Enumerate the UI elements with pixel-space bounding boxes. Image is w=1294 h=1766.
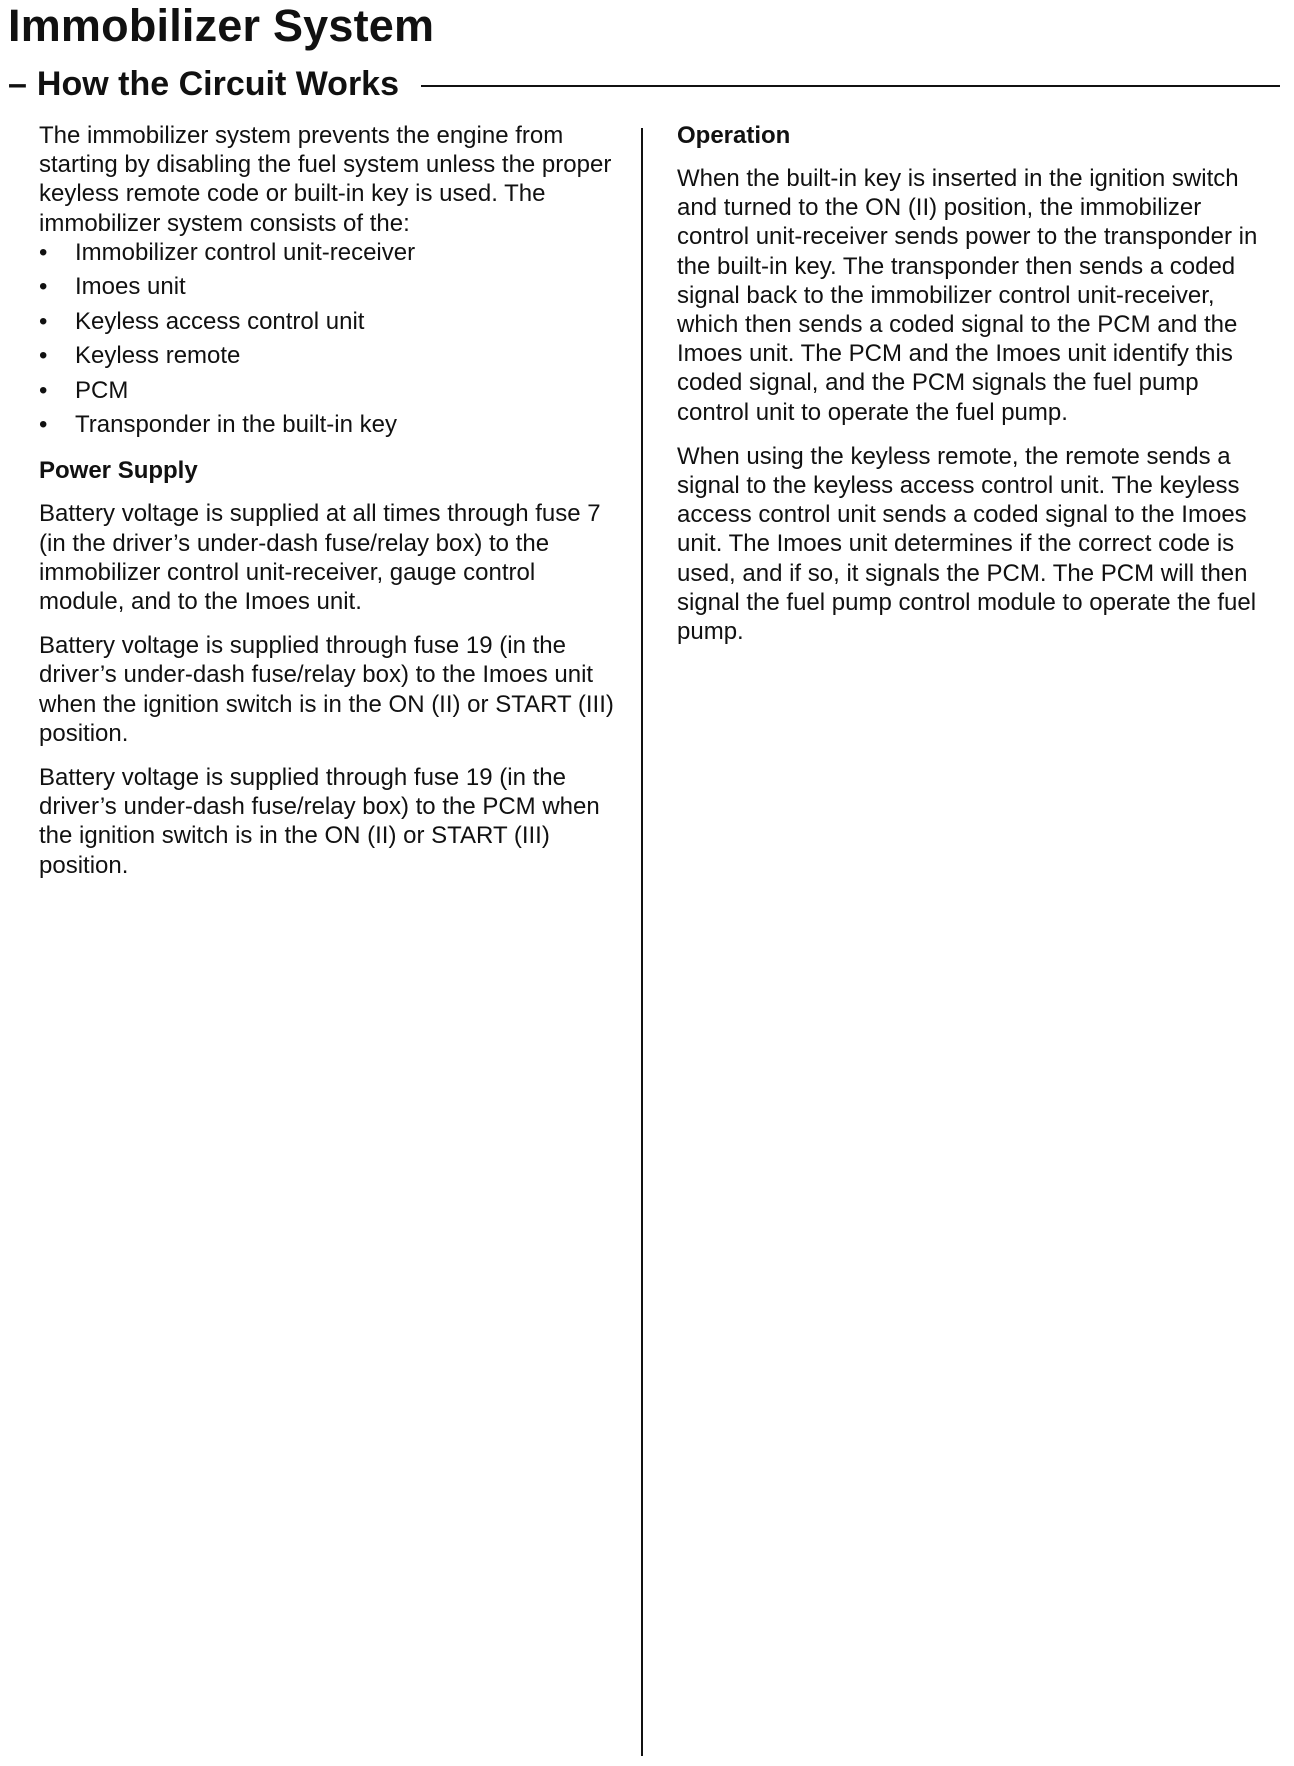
list-item — [39, 272, 619, 301]
intro-paragraph: The immobilizer system prevents the engine from starting by disabling the fuel system unless the proper keyless remote code or built-in key is used. The immobilizer system consists of the: — [39, 122, 612, 237]
power-supply-paragraph: Battery voltage is supplied through fuse 19 (in the driver’s under-dash fuse/relay box) to the Imoes unit when the ignition switch is in the ON (II) or START (III) position. — [39, 632, 614, 747]
power-supply-paragraph: Battery voltage is supplied through fuse 19 (in the driver’s under-dash fuse/relay box) to the PCM when the ignition switch is in the ON (II) or START (III) position. — [39, 763, 600, 879]
section-rule — [421, 85, 1280, 87]
component-list — [39, 238, 619, 440]
list-item-text: Keyless remote — [75, 342, 241, 370]
left-column — [39, 121, 619, 880]
operation-paragraph: When using the keyless remote, the remote sends a signal to the keyless access control unit. The keyless access control unit sends a coded signal to the Imoes unit. The Imoes unit determines if the correct code is used, and if so, it signals the PCM. The PCM will then signal the fuel pump control module to operate the fuel pump. — [677, 442, 1257, 646]
bullet-icon: • — [39, 238, 48, 266]
power-supply-heading: Power Supply — [39, 457, 198, 485]
section-header — [8, 62, 1280, 106]
power-supply-paragraph: Battery voltage is supplied at all times through fuse 7 (in the driver’s under-dash fuse/relay box) to the immobilizer control unit-receiver, gauge control module, and to the Imoes unit. — [39, 500, 601, 615]
list-item-text: Transponder in the built-in key — [75, 411, 397, 439]
operation-heading: Operation — [677, 122, 791, 149]
list-item — [39, 410, 619, 439]
list-item-text: Immobilizer control unit-receiver — [75, 238, 416, 266]
list-item-text: PCM — [75, 376, 129, 404]
bullet-icon: • — [39, 376, 48, 404]
operation-paragraph: When the built-in key is inserted in the ignition switch and turned to the ON (II) position, the immobilizer control unit-receiver sends power to the transponder in the built-in key. The transponder then sends a coded signal back to the immobilizer control unit-receiver, which then sends a coded signal to the PCM and the Imoes unit. The PCM and the Imoes unit identify this coded signal, and the PCM signals the fuel pump control unit to operate the fuel pump. — [677, 165, 1258, 426]
bullet-icon: • — [39, 342, 48, 370]
column-divider — [641, 128, 643, 1756]
list-item-text: Keyless access control unit — [75, 307, 365, 335]
right-column — [677, 121, 1267, 646]
list-item-text: Imoes unit — [75, 273, 186, 301]
list-item — [39, 376, 619, 405]
bullet-icon: • — [39, 307, 48, 335]
page-title: Immobilizer System — [8, 0, 435, 51]
list-item — [39, 341, 619, 370]
bullet-icon: • — [39, 273, 48, 301]
list-item — [39, 307, 619, 336]
section-title: How the Circuit Works — [36, 65, 400, 103]
section-dash: – — [8, 65, 27, 103]
list-item — [39, 238, 619, 267]
bullet-icon: • — [39, 411, 48, 439]
